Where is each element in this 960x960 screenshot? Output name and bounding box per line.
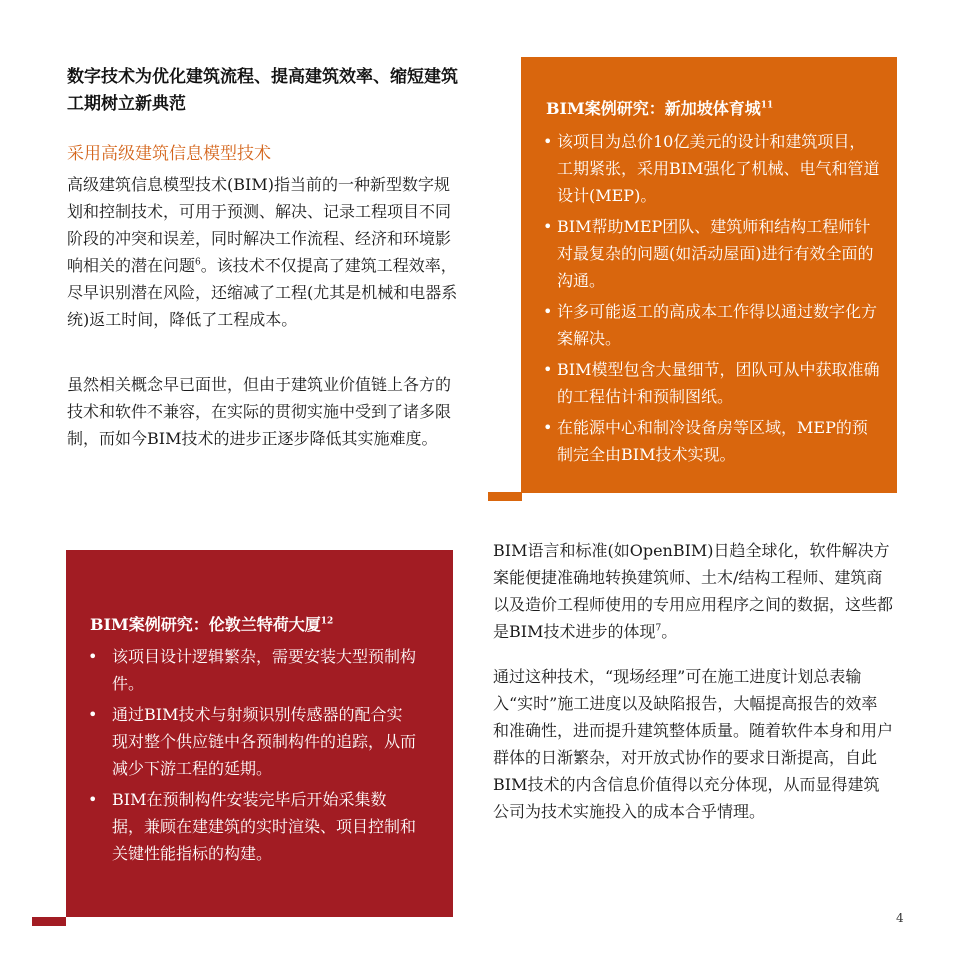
footnote-ref: 6: [195, 257, 201, 268]
list-item-text: 该项目设计逻辑繁杂，需要安装大型预制构件。: [112, 647, 417, 693]
case-title-text: BIM案例研究：伦敦兰特荷大厦: [90, 615, 321, 634]
case-title-text: BIM案例研究：新加坡体育城: [546, 99, 761, 118]
bullet-icon: •: [543, 302, 553, 321]
section-subheading: 采用高级建筑信息模型技术: [67, 144, 271, 164]
case-box-corner-tab: [32, 917, 66, 926]
case-study-singapore-list: [543, 128, 881, 472]
bullet-icon: •: [88, 705, 98, 724]
bullet-icon: •: [543, 217, 553, 236]
list-item: [543, 128, 881, 209]
left-paragraph-1: [67, 171, 462, 333]
bullet-icon: •: [543, 418, 553, 437]
bullet-icon: •: [88, 647, 98, 666]
right-paragraph-2: 通过这种技术，“现场经理”可在施工进度计划总表输入“实时”施工进度以及缺陷报告，大幅提高报告的效率和准确性，进而提升建筑整体质量。随着软件本身和用户群体的日渐繁杂，对开放式协作的要求日渐提高，自此BIM技术的内含信息价值得以充分体现，从而显得建筑公司为技术实施投入的成本合乎情理。: [493, 667, 894, 821]
list-item-text: 在能源中心和制冷设备房等区域，MEP的预制完全由BIM技术实现。: [557, 418, 868, 464]
list-item: [543, 356, 881, 410]
case-box-corner-tab: [488, 492, 522, 501]
footnote-ref: 12: [320, 616, 334, 627]
list-item: [88, 786, 418, 867]
list-item: [88, 701, 418, 782]
list-item-text: 该项目为总价10亿美元的设计和建筑项目，工期紧张，采用BIM强化了机械、电气和管道设计(MEP)。: [557, 132, 880, 205]
bullet-icon: •: [543, 360, 553, 379]
bullet-icon: •: [543, 132, 553, 151]
page-number: 4: [896, 911, 904, 925]
list-item: [543, 414, 881, 468]
list-item-text: 许多可能返工的高成本工作得以通过数字化方案解决。: [557, 302, 878, 348]
case-study-singapore-box: [521, 57, 897, 493]
case-study-singapore-title: [546, 97, 773, 121]
footnote-ref: 11: [760, 100, 774, 111]
page-heading: 数字技术为优化建筑流程、提高建筑效率、缩短建筑工期树立新典范: [67, 67, 458, 114]
list-item-text: BIM帮助MEP团队、建筑师和结构工程师针对最复杂的问题(如活动屋面)进行有效全面的沟通。: [557, 217, 874, 290]
bullet-icon: •: [88, 790, 98, 809]
right-paragraph-1-tail: 。: [661, 622, 678, 641]
left-paragraph-1-tail: 。该技术不仅提高了建筑工程效率，尽早识别潜在风险，还缩减了工程(尤其是机械和电器系统)返工时间，降低了工程成本。: [67, 256, 458, 329]
right-paragraph-1: [493, 537, 893, 645]
list-item: [543, 298, 881, 352]
left-paragraph-1-text: 高级建筑信息模型技术(BIM)指当前的一种新型数字规划和控制技术，可用于预测、解决、记录工程项目不同阶段的冲突和误差，同时解决工作流程、经济和环境影响相关的潜在问题: [67, 175, 452, 275]
footnote-ref: 7: [655, 623, 662, 634]
list-item-text: 通过BIM技术与射频识别传感器的配合实现对整个供应链中各预制构件的追踪，从而减少下游工程的延期。: [112, 705, 417, 778]
list-item: [543, 213, 881, 294]
list-item-text: BIM模型包含大量细节，团队可从中获取准确的工程估计和预制图纸。: [557, 360, 880, 406]
left-paragraph-2: 虽然相关概念早已面世，但由于建筑业价值链上各方的技术和软件不兼容，在实际的贯彻实施中受到了诸多限制，而如今BIM技术的进步正逐步降低其实施难度。: [67, 375, 452, 448]
case-study-london-title: [90, 613, 333, 637]
case-study-london-list: [88, 643, 418, 871]
case-study-london-box: [66, 550, 453, 917]
list-item: [88, 643, 418, 697]
list-item-text: BIM在预制构件安装完毕后开始采集数据，兼顾在建建筑的实时渲染、项目控制和关键性能指标的构建。: [112, 790, 417, 863]
right-paragraph-1-text: BIM语言和标准(如OpenBIM)日趋全球化，软件解决方案能便捷准确地转换建筑师、土木/结构工程师、建筑商以及造价工程师使用的专用应用程序之间的数据，这些都是BIM技术进步的体现: [493, 541, 894, 641]
